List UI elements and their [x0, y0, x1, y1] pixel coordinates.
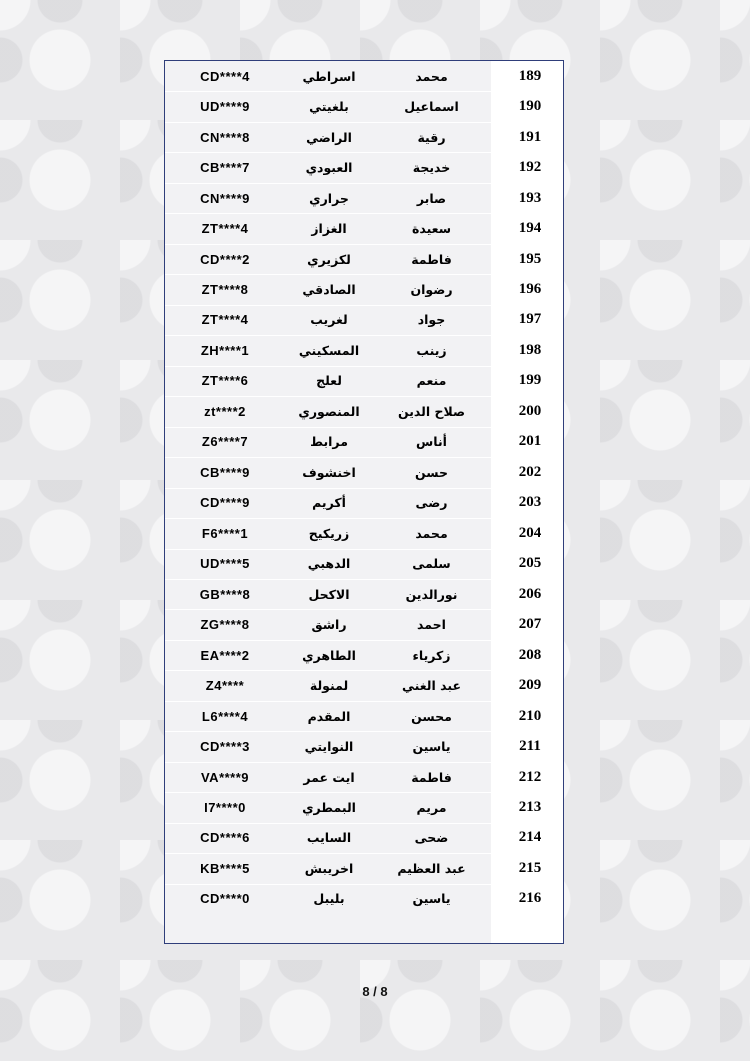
page-number: 8 / 8 — [362, 984, 388, 999]
id-code-cell: CD****0 — [200, 891, 250, 907]
first-name-cell: عبد الغني — [402, 678, 461, 694]
first-name-cell: صابر — [416, 190, 447, 206]
row-number-cell: 203 — [518, 494, 542, 511]
id-code-cell: Z6****7 — [201, 434, 249, 450]
first-name-cell: جواد — [417, 312, 446, 328]
table-row — [165, 549, 563, 579]
table-row — [165, 335, 563, 365]
last-name-cell: بلغيتي — [309, 99, 349, 115]
first-name-cell: ياسين — [412, 891, 451, 907]
table-row — [165, 823, 563, 853]
last-name-cell: جراري — [309, 190, 349, 206]
id-code-cell: zt****2 — [204, 403, 246, 419]
row-number-cell: 213 — [518, 798, 542, 815]
first-name-cell: رقية — [417, 129, 446, 145]
id-code-cell: CD****9 — [200, 495, 250, 511]
id-code-cell: ZH****1 — [200, 342, 250, 358]
table-row — [165, 305, 563, 335]
last-name-cell: الطاهري — [302, 647, 356, 663]
last-name-cell: لغريب — [310, 312, 348, 328]
first-name-cell: حسن — [415, 464, 448, 480]
row-number-cell: 202 — [518, 463, 542, 480]
row-number-cell: 192 — [518, 159, 542, 176]
id-code-cell: L6****4 — [201, 708, 249, 724]
id-code-cell: GB****8 — [199, 586, 251, 602]
first-name-cell: رضوان — [410, 282, 453, 298]
results-table — [164, 60, 564, 944]
last-name-cell: اخريبش — [304, 860, 354, 876]
table-row — [165, 609, 563, 639]
first-name-cell: احمد — [417, 617, 446, 633]
table-row — [165, 701, 563, 731]
row-number-cell: 190 — [518, 98, 542, 115]
row-number-cell: 215 — [518, 859, 542, 876]
last-name-cell: البمطري — [302, 799, 356, 815]
first-name-cell: أناس — [416, 434, 447, 450]
table-row — [165, 213, 563, 243]
id-code-cell: I7****0 — [204, 799, 246, 815]
table-row — [165, 427, 563, 457]
row-number-cell: 214 — [518, 829, 542, 846]
id-code-cell: CN****8 — [200, 129, 250, 145]
row-number-cell: 195 — [518, 250, 542, 267]
first-name-cell: فاطمة — [411, 251, 452, 267]
table-row — [165, 457, 563, 487]
row-number-cell: 193 — [518, 189, 542, 206]
first-name-cell: صلاح الدين — [397, 403, 466, 419]
id-code-cell: Z4**** — [205, 678, 245, 694]
table-row — [165, 884, 563, 914]
id-code-cell: CB****7 — [200, 160, 250, 176]
table-row — [165, 640, 563, 670]
last-name-cell: المسكيني — [298, 342, 360, 358]
table-row — [165, 396, 563, 426]
id-code-cell: UD****9 — [200, 99, 250, 115]
last-name-cell: الراضي — [306, 129, 352, 145]
row-number-cell: 194 — [518, 220, 542, 237]
last-name-cell: اخنشوف — [302, 464, 356, 480]
last-name-cell: الاكحل — [308, 586, 350, 602]
first-name-cell: ياسين — [412, 739, 451, 755]
table-row — [165, 853, 563, 883]
table-body — [165, 61, 563, 943]
row-number-cell: 199 — [518, 372, 542, 389]
table-row — [165, 731, 563, 761]
last-name-cell: العبودي — [305, 160, 353, 176]
last-name-cell: ايت عمر — [303, 769, 355, 785]
row-number-cell: 197 — [518, 311, 542, 328]
last-name-cell: السايب — [306, 830, 352, 846]
table-row — [165, 244, 563, 274]
row-number-cell: 209 — [518, 677, 542, 694]
first-name-cell: سعيدة — [411, 221, 452, 237]
id-code-cell: CD****4 — [200, 68, 250, 84]
id-code-cell: CD****6 — [200, 830, 250, 846]
table-row — [165, 792, 563, 822]
row-number-cell: 216 — [518, 890, 542, 907]
id-code-cell: VA****9 — [200, 769, 250, 785]
id-code-cell: CD****2 — [200, 251, 250, 267]
id-code-cell: UD****5 — [200, 556, 250, 572]
row-number-cell: 208 — [518, 646, 542, 663]
row-number-cell: 206 — [518, 585, 542, 602]
row-number-cell: 210 — [518, 707, 542, 724]
first-name-cell: سلمى — [412, 556, 451, 572]
first-name-cell: زكرياء — [412, 647, 451, 663]
row-number-cell: 196 — [518, 281, 542, 298]
first-name-cell: محسن — [411, 708, 452, 724]
first-name-cell: منعم — [416, 373, 447, 389]
first-name-cell: اسماعيل — [404, 99, 459, 115]
table-row — [165, 274, 563, 304]
row-number-cell: 198 — [518, 341, 542, 358]
last-name-cell: بليبل — [313, 891, 345, 907]
last-name-cell: أكريم — [312, 495, 346, 511]
table-row — [165, 183, 563, 213]
last-name-cell: لمنولة — [309, 678, 349, 694]
first-name-cell: محمد — [415, 525, 448, 541]
table-row — [165, 152, 563, 182]
row-number-cell: 211 — [519, 738, 541, 755]
id-code-cell: ZT****8 — [201, 282, 249, 298]
id-code-cell: ZT****4 — [201, 221, 249, 237]
table-row — [165, 579, 563, 609]
row-number-cell: 207 — [518, 616, 542, 633]
first-name-cell: نورالدين — [405, 586, 458, 602]
last-name-cell: لكزيري — [307, 251, 351, 267]
id-code-cell: ZT****4 — [201, 312, 249, 328]
last-name-cell: زريكيح — [308, 525, 350, 541]
id-code-cell: EA****2 — [200, 647, 250, 663]
id-code-cell: CB****9 — [200, 464, 250, 480]
last-name-cell: الصادقي — [302, 282, 356, 298]
table-row — [165, 488, 563, 518]
first-name-cell: عبد العظيم — [397, 860, 466, 876]
first-name-cell: محمد — [415, 68, 448, 84]
last-name-cell: راشق — [311, 617, 347, 633]
last-name-cell: اسراطي — [302, 68, 356, 84]
first-name-cell: ضحى — [414, 830, 449, 846]
row-number-cell: 200 — [518, 402, 542, 419]
table-row — [165, 366, 563, 396]
id-code-cell: ZT****6 — [201, 373, 249, 389]
last-name-cell: النوايتي — [304, 739, 354, 755]
id-code-cell: ZG****8 — [200, 617, 250, 633]
last-name-cell: الغزاز — [311, 221, 347, 237]
row-number-cell: 191 — [518, 128, 542, 145]
row-number-cell: 189 — [518, 67, 542, 84]
id-code-cell: F6****1 — [201, 525, 249, 541]
table-row — [165, 61, 563, 91]
last-name-cell: المنصوري — [298, 403, 360, 419]
id-code-cell: CD****3 — [200, 739, 250, 755]
table-row — [165, 122, 563, 152]
table-row — [165, 91, 563, 121]
first-name-cell: مريم — [416, 799, 447, 815]
row-number-cell: 201 — [518, 433, 542, 450]
last-name-cell: مرابط — [310, 434, 348, 450]
first-name-cell: خديجة — [412, 160, 451, 176]
id-code-cell: CN****9 — [200, 190, 250, 206]
last-name-cell: المقدم — [307, 708, 351, 724]
last-name-cell: لعلج — [316, 373, 342, 389]
first-name-cell: فاطمة — [411, 769, 452, 785]
first-name-cell: رضى — [415, 495, 448, 511]
last-name-cell: الدهبي — [307, 556, 351, 572]
table-row — [165, 518, 563, 548]
id-code-cell: KB****5 — [200, 860, 250, 876]
row-number-cell: 205 — [518, 555, 542, 572]
table-row — [165, 670, 563, 700]
first-name-cell: زينب — [416, 342, 447, 358]
row-number-cell: 212 — [518, 768, 542, 785]
table-row — [165, 762, 563, 792]
row-number-cell: 204 — [518, 524, 542, 541]
